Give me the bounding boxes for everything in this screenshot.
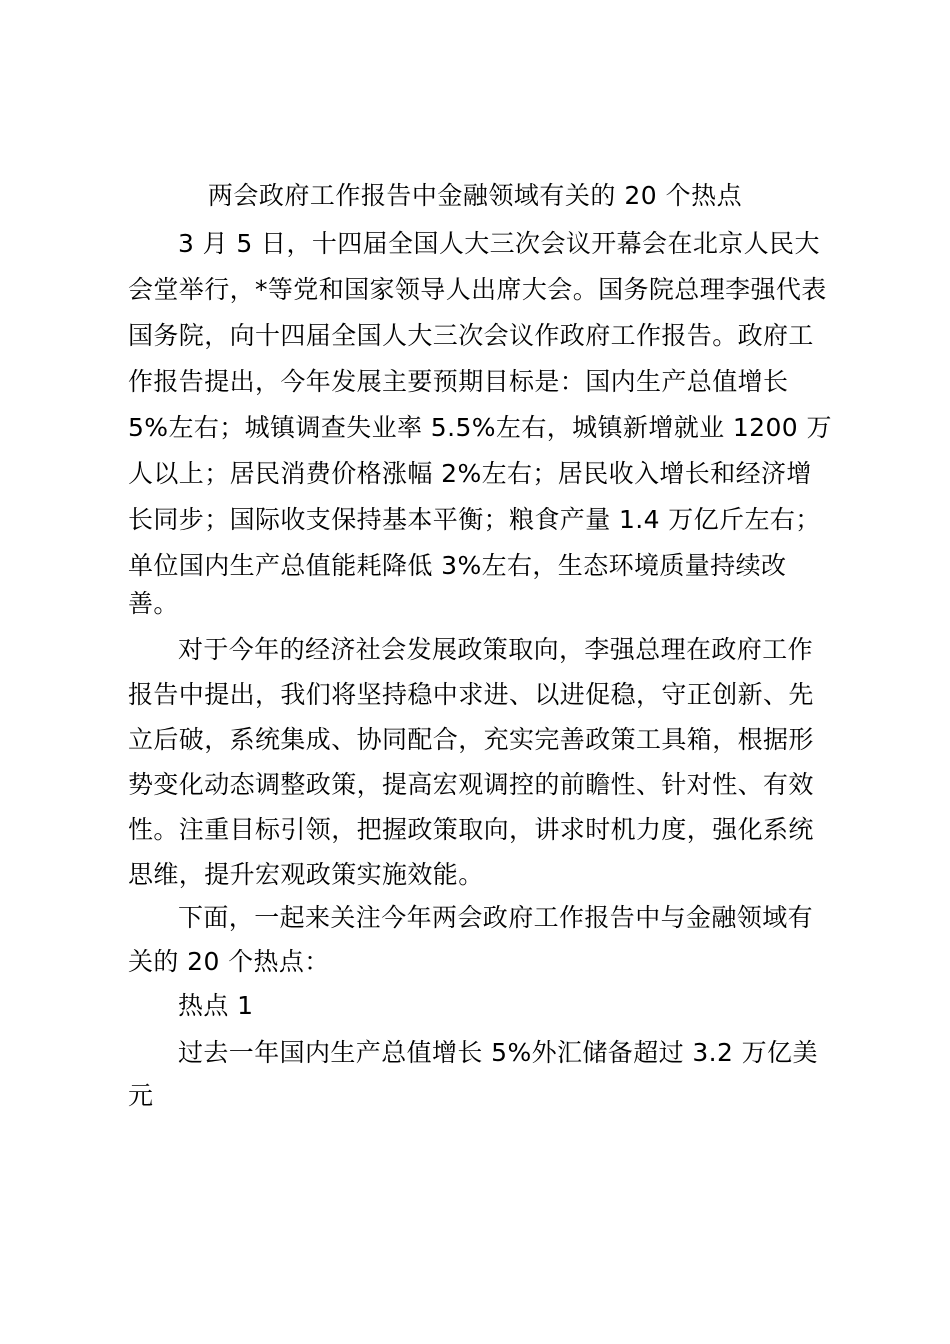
- paragraph-4-line-2: 元: [128, 1081, 154, 1110]
- paragraph-1-line-4: 作报告提出，今年发展主要预期目标是：国内生产总值增长: [128, 367, 789, 396]
- paragraph-3-line-1: 下面，一起来关注今年两会政府工作报告中与金融领域有: [178, 903, 814, 932]
- paragraph-1-line-2: 会堂举行，*等党和国家领导人出席大会。国务院总理李强代表: [128, 275, 827, 304]
- paragraph-1-line-7: 长同步；国际收支保持基本平衡；粮食产量 1.4 万亿斤左右；: [128, 505, 821, 534]
- paragraph-1-line-6: 人以上；居民消费价格涨幅 2%左右；居民收入增长和经济增: [128, 459, 812, 488]
- paragraph-1-line-3: 国务院，向十四届全国人大三次会议作政府工作报告。政府工: [128, 321, 814, 350]
- paragraph-2-line-5: 性。注重目标引领，把握政策取向，讲求时机力度，强化系统: [128, 815, 814, 844]
- paragraph-1-line-5: 5%左右；城镇调查失业率 5.5%左右，城镇新增就业 1200 万: [128, 413, 832, 442]
- paragraph-2-line-2: 报告中提出，我们将坚持稳中求进、以进促稳，守正创新、先: [128, 680, 814, 709]
- hotspot-heading: 热点 1: [178, 991, 254, 1020]
- paragraph-3-line-2: 关的 20 个热点：: [128, 947, 330, 976]
- paragraph-1-line-8: 单位国内生产总值能耗降低 3%左右，生态环境质量持续改: [128, 551, 787, 580]
- paragraph-2-line-1: 对于今年的经济社会发展政策取向，李强总理在政府工作: [178, 635, 814, 664]
- paragraph-1-line-9: 善。: [128, 589, 179, 618]
- document-title: 两会政府工作报告中金融领域有关的 20 个热点: [207, 181, 743, 210]
- paragraph-2-line-6: 思维，提升宏观政策实施效能。: [128, 860, 484, 889]
- paragraph-1-line-1: 3 月 5 日，十四届全国人大三次会议开幕会在北京人民大: [178, 229, 820, 258]
- paragraph-2-line-4: 势变化动态调整政策，提高宏观调控的前瞻性、针对性、有效: [128, 770, 814, 799]
- paragraph-2-line-3: 立后破，系统集成、协同配合，充实完善政策工具箱，根据形: [128, 725, 814, 754]
- paragraph-4-line-1: 过去一年国内生产总值增长 5%外汇储备超过 3.2 万亿美: [178, 1038, 818, 1067]
